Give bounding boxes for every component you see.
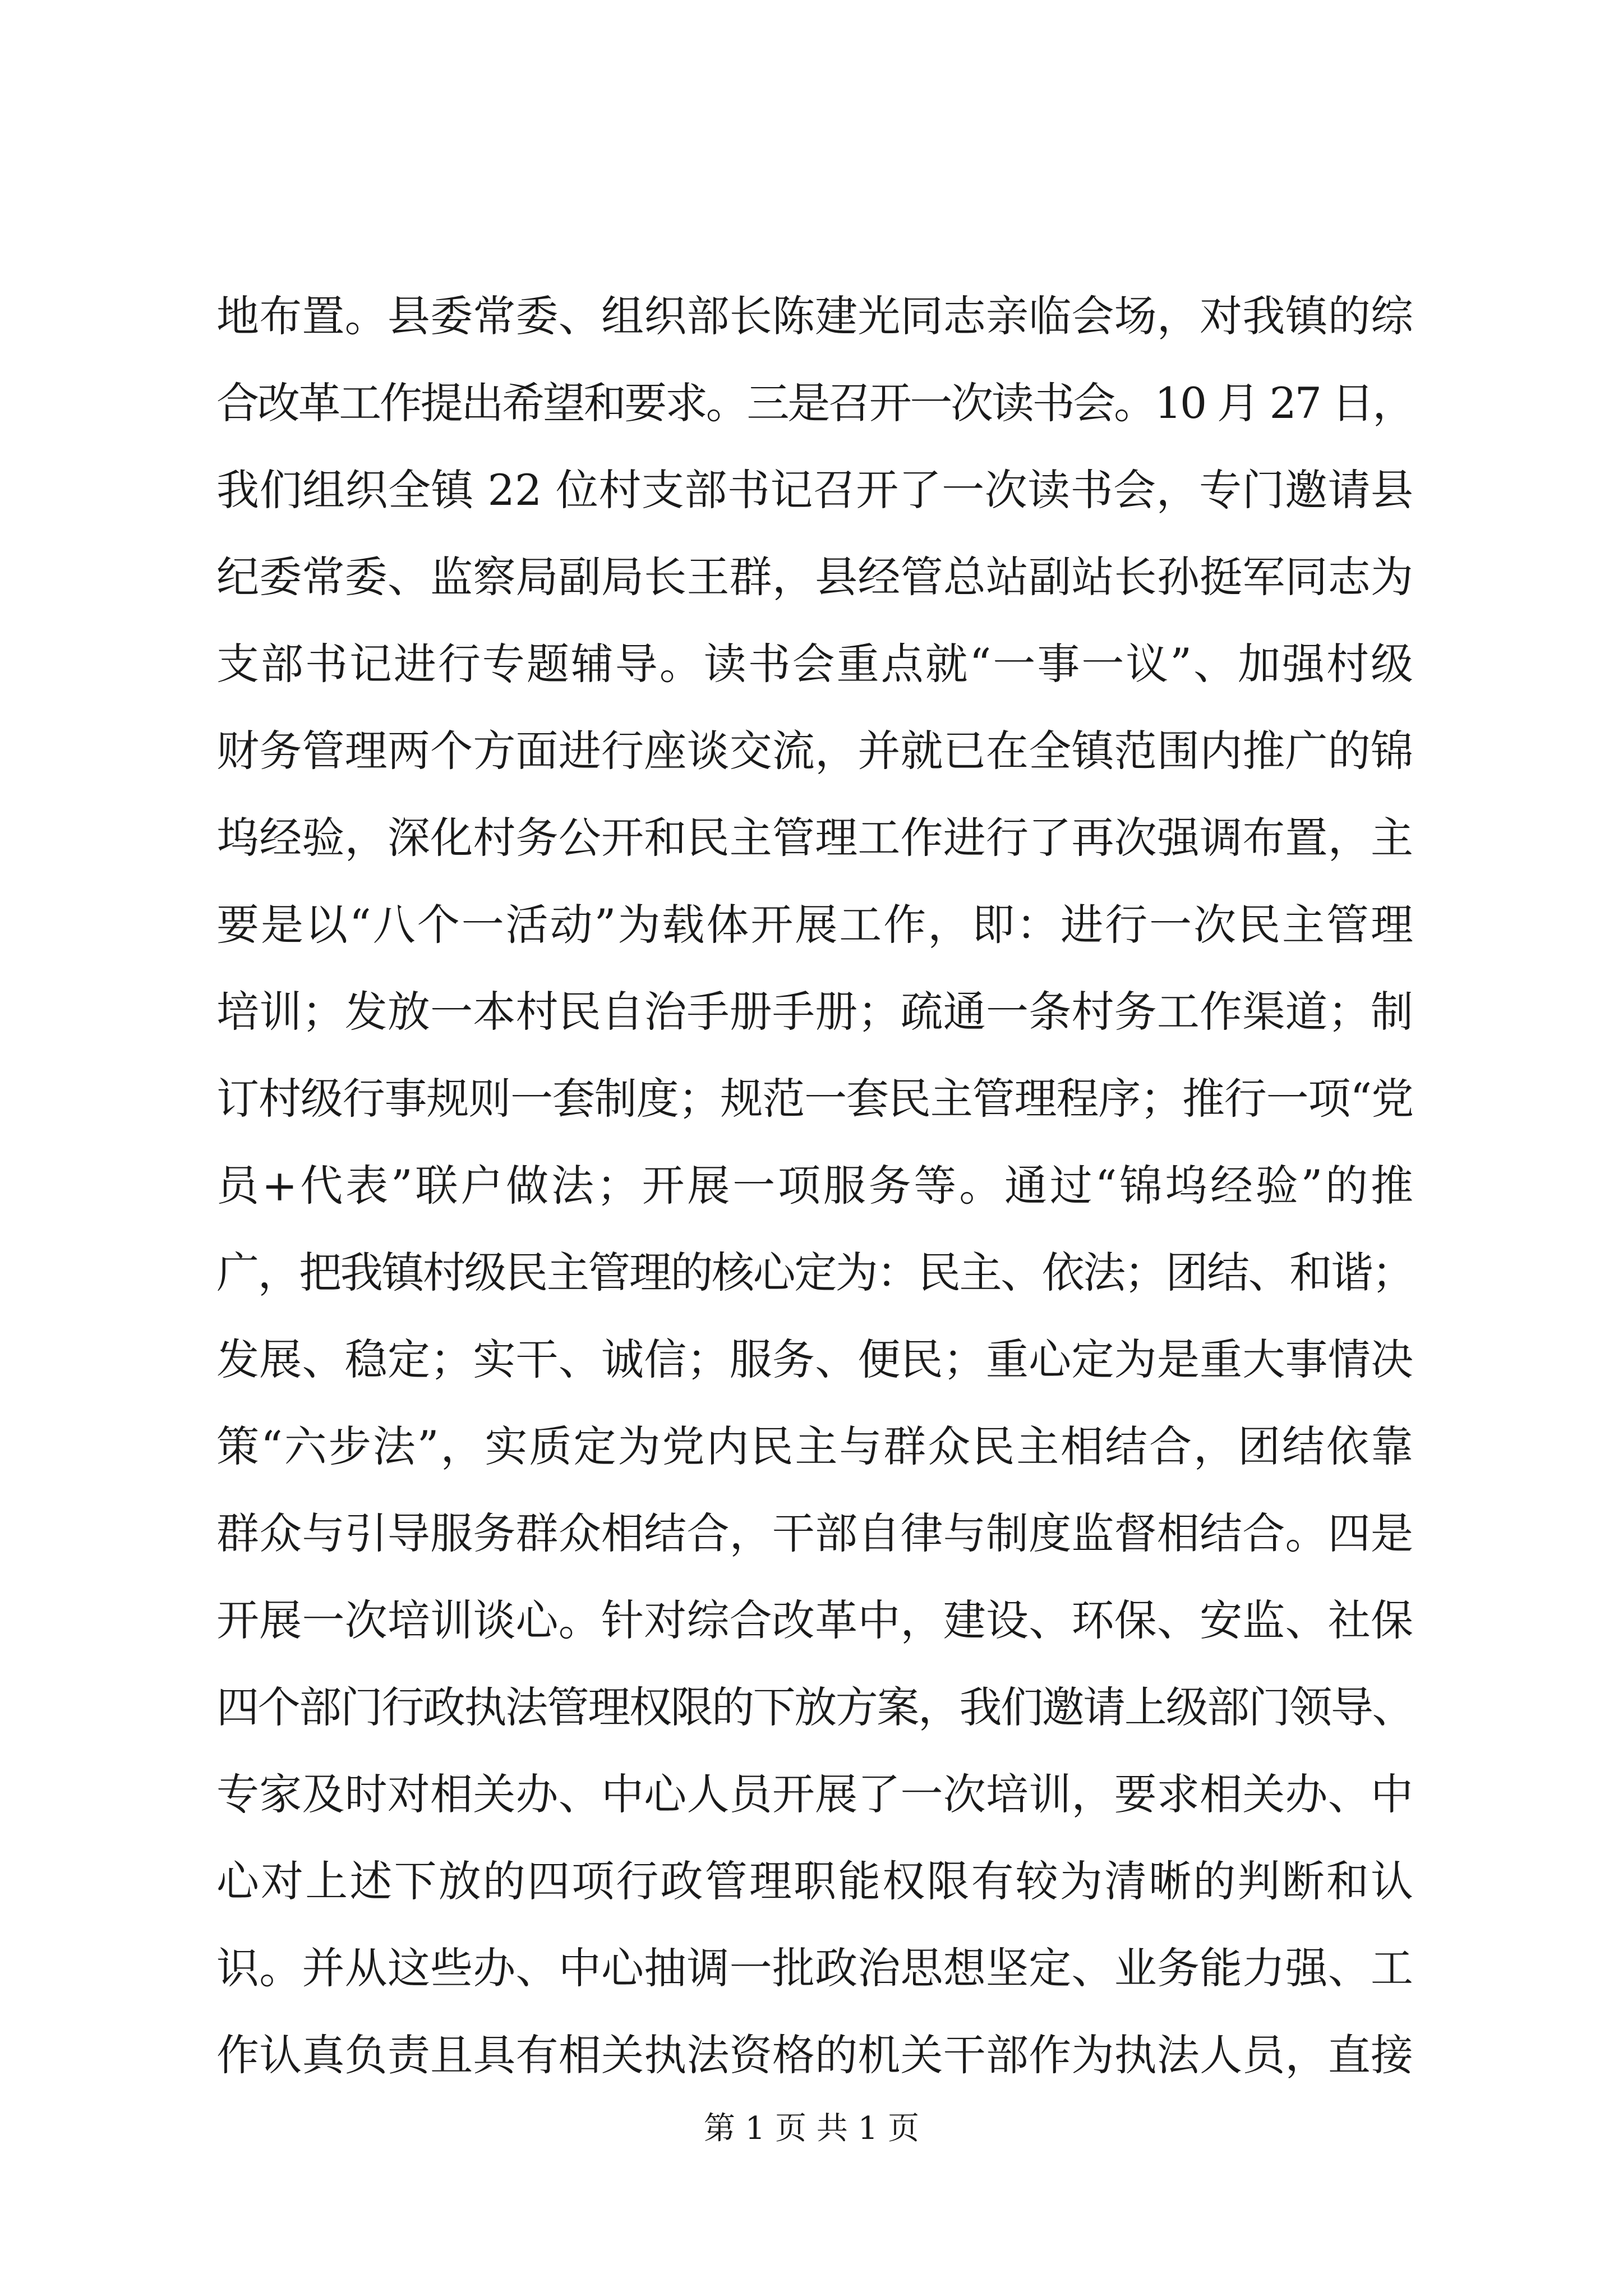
text-line: 识。并从这些办、中心抽调一批政治思想坚定、业务能力强、工: [216, 1943, 1413, 1993]
text-line: 纪委常委、监察局副局长王群，县经管总站副站长孙挺军同志为: [216, 552, 1413, 602]
text-line: 培训；发放一本村民自治手册手册；疏通一条村务工作渠道；制: [216, 987, 1413, 1037]
text-line: 心对上述下放的四项行政管理职能权限有较为清晰的判断和认: [216, 1856, 1413, 1906]
text-line: 地布置。县委常委、组织部长陈建光同志亲临会场，对我镇的综: [216, 291, 1413, 341]
text-line: 订村级行事规则一套制度；规范一套民主管理程序；推行一项“党: [216, 1074, 1413, 1124]
text-line: 作认真负责且具有相关执法资格的机关干部作为执法人员，直接: [216, 2030, 1413, 2080]
text-line: 支部书记进行专题辅导。读书会重点就“一事一议”、加强村级: [216, 639, 1413, 689]
text-line: 要是以“八个一活动”为载体开展工作，即：进行一次民主管理: [216, 900, 1413, 950]
text-line: 发展、稳定；实干、诚信；服务、便民；重心定为是重大事情决: [216, 1335, 1413, 1384]
text-line: 我们组织全镇 22 位村支部书记召开了一次读书会，专门邀请县: [216, 465, 1413, 515]
text-line: 策“六步法”，实质定为党内民主与群众民主相结合，团结依靠: [216, 1421, 1413, 1471]
text-line: 财务管理两个方面进行座谈交流，并就已在全镇范围内推广的锦: [216, 726, 1413, 776]
text-line: 开展一次培训谈心。针对综合改革中，建设、环保、安监、社保: [216, 1595, 1413, 1645]
page-footer: [0, 2109, 1623, 2148]
text-line: 坞经验，深化村务公开和民主管理工作进行了再次强调布置，主: [216, 813, 1413, 863]
text-line: 员+代表”联户做法；开展一项服务等。通过“锦坞经验”的推: [216, 1161, 1413, 1211]
body-text: [216, 273, 1413, 2099]
text-line: 四个部门行政执法管理权限的下放方案，我们邀请上级部门领导、: [216, 1682, 1413, 1732]
text-line: 合改革工作提出希望和要求。三是召开一次读书会。10 月 27 日，: [216, 378, 1413, 428]
text-line: 专家及时对相关办、中心人员开展了一次培训，要求相关办、中: [216, 1769, 1413, 1819]
page-number-label: 第 1 页 共 1 页: [703, 2110, 920, 2147]
text-line: 广，把我镇村级民主管理的核心定为：民主、依法；团结、和谐；: [216, 1248, 1413, 1297]
text-line: 群众与引导服务群众相结合，干部自律与制度监督相结合。四是: [216, 1508, 1413, 1558]
